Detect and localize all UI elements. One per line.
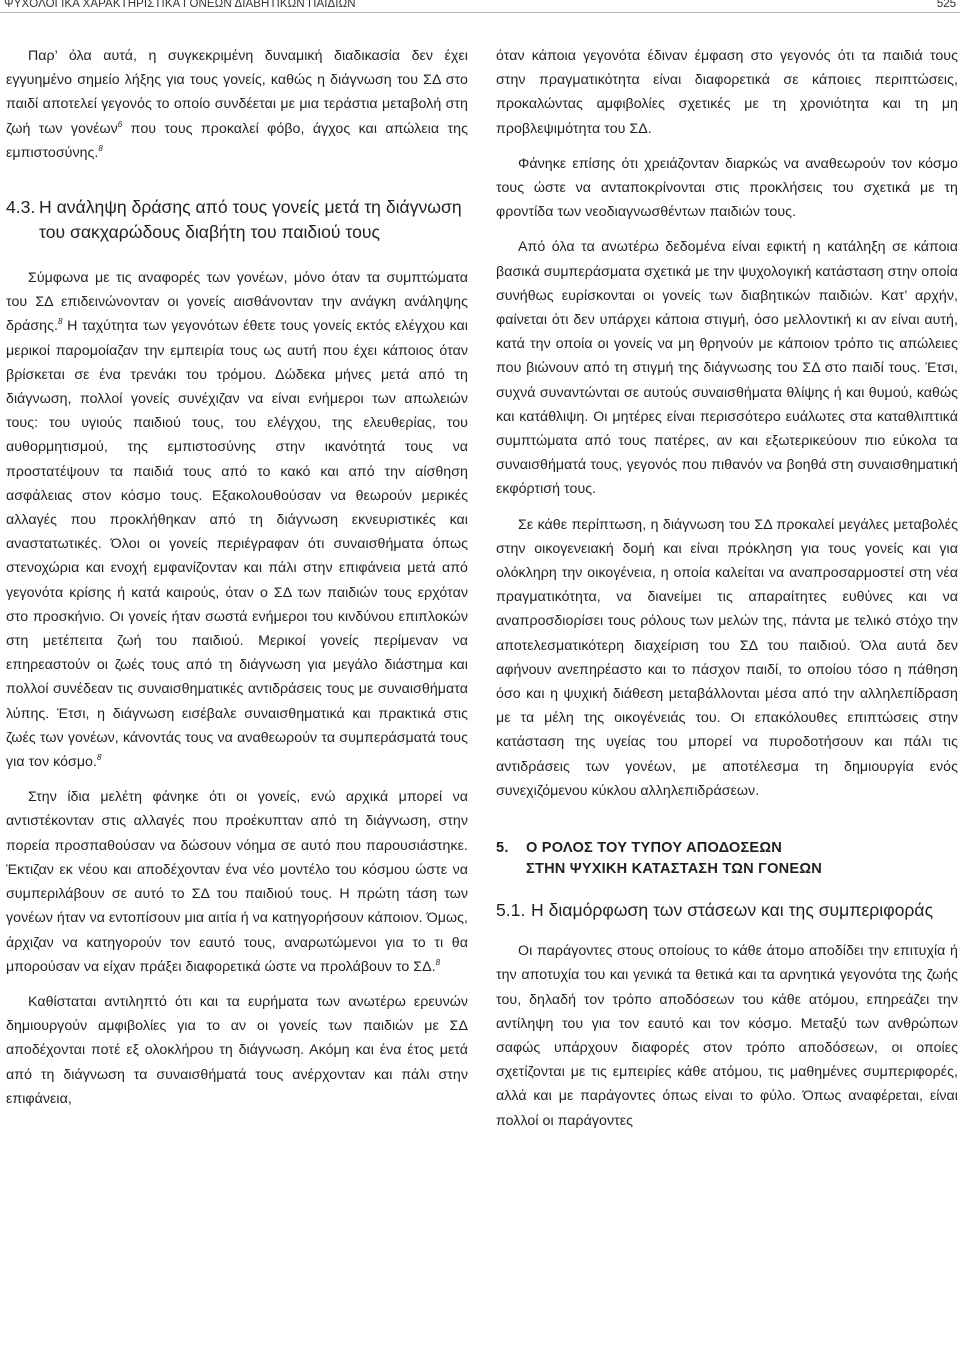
citation: 8: [98, 143, 103, 153]
citation: 8: [435, 957, 441, 967]
text: Παρ’ όλα αυτά, η συγκεκριμένη δυναμική διαδικασία δεν έχει εγγυημένο σημείο λήξης για τους γονείς, καθώς η διάγνωση του ΣΔ στο παιδί αποτελεί γεγονός το οποίο συνδέεται με μια τεράστια μεταβολή στη ζωή των γονέων: [6, 48, 468, 137]
citation: 8: [97, 753, 102, 763]
section-title-line-2: ΣΤΗΝ ΨΥΧΙΚΗ ΚΑΤΑΣΤΑΣΗ ΤΩΝ ΓΟΝΕΩΝ: [526, 861, 822, 878]
paragraph: Σε κάθε περίπτωση, η διάγνωση του ΣΔ προκαλεί μεγάλες μεταβολές στην οικογενειακή δομή και είναι πρόκληση για τους γονείς και για ολόκληρη την οικογένεια, η οποία καλείται να αναπροσαρμοστεί στη νέα πραγματικότητα, να διανείμει τις απαραίτητες ευθύνες και να αναπροσδιορίσει τους ρόλους των μελών της, πάντα με τελικό στόχο την αποτελεσματικότερη διαχείριση του ΣΔ του παιδιού. Όλα αυτά δεν αφήνουν ανεπηρέαστο και το πάσχον παιδί, το οποίου τόσο η πάθηση όσο και η ψυχική διάθεση μεταβάλλονται μέσα από την αλληλεπίδραση με τα μέλη της οικογένειάς του. Οι επακόλουθες επιπτώσεις στην κατάσταση της υγείας του μπορεί να πυροδοτήσουν και πάλι τις αντιδράσεις των γονέων, με αποτέλεσμα τη δημιουργία ενός συνεχιζόμενου κύκλου αλληλεπιδράσεων.: [496, 516, 958, 799]
section-heading-4-3: [6, 195, 468, 244]
section-number: 5.1.: [496, 900, 526, 921]
paragraph: [6, 785, 468, 979]
paragraph: όταν κάποια γεγονότα έδιναν έμφαση στο γεγονός ότι τα παιδιά τους στην πραγματικότητα είναι διαφορετικά σε κάποιες περιπτώσεις, προκαλώντας αμφιβολίες σχετικές με τη χρονιότητα και τη μη προβλεψιμότητα του ΣΔ.: [496, 48, 958, 137]
section-heading-5: [496, 838, 958, 880]
text: Η ταχύτητα των γεγονότων έθετε τους γονείς εκτός ελέγχου και μερικοί παρομοίαζαν την εμπειρία τους ως αυτή που έχει κάποιος όταν βρίσκεται σε ένα τρενάκι του τρόμου. Δώδεκα μήνες μετά από τη διάγνωση, πολλοί γονείς συνέχιζαν να είναι ενήμεροι των απωλειών τους: του υγιούς παιδιού τους, του ελέγχου, της ελευθερίας, του αυθορμητισμού, της εμπιστοσύνης στην ικανότητά τους να προστατέψουν τα παιδιά τους από το κακό και από την αίσθηση ασφάλειας στον κόσμο τους. Εξακολουθούσαν να θεωρούν μερικές αλλαγές που προκλήθηκαν από τη διάγνωση εκνευριστικές και αναστατωτικές. Όλοι οι γονείς περιέγραφαν ότι συναισθήματα όπως στενοχώρια και ενοχή εμφανίζονταν και πάλι στην επιφάνεια μετά από γεγονότα κρίσης ή κατά καιρούς, όταν ο ΣΔ των παιδιών τους ερχόταν στο προσκήνιο. Οι γονείς ήταν σωστά ενήμεροι του κινδύνου επιπλοκών στη μετέπειτα ζωή του παιδιού. Μερικοί γονείς περίμεναν να επηρεαστούν οι ζωές τους από τη διάγνωση για μεγάλο διάστημα και πολλοί συνέδεαν τις συναισθηματικές αντιδράσεις τους με συναισθήματα λύπης. Έτσι, η διάγνωση εισέβαλε συναισθηματικά και πρακτικά στις ζωές των γονέων, κάνοντάς τους να αναθεωρούν τα συμπεράσματά τους για τον κόσμο.: [6, 318, 468, 771]
page-number: 525: [936, 0, 956, 10]
running-title: ΨΥΧΟΛΟΓΙΚΑ ΧΑΡΑΚΤΗΡΙΣΤΙΚΑ ΓΟΝΕΩΝ ΔΙΑΒΗΤΙΚΩΝ ΠΑΙΔΙΩΝ: [4, 0, 356, 10]
citation: 6: [117, 119, 123, 129]
section-number: 4.3.: [6, 197, 36, 218]
left-column: [6, 44, 468, 1111]
text: που τους προκαλεί φόβο, άγχος και απώλεια της εμπιστοσύνης.: [6, 120, 468, 161]
section-heading-5-1: [496, 898, 958, 922]
text: Στην ίδια μελέτη φάνηκε ότι οι γονείς, ενώ αρχικά μπορεί να αντιστέκονταν στις αλλαγές που προέκυπταν από τη διάγνωση, στην πορεία προσπαθούσαν να δώσουν νόημα σε αυτό που παρουσιάστηκε. Έκτιζαν εκ νέου και αποδέχονταν ένα νέο μοντέλο του κόσμου ώστε να συμπεριλάβουν σε αυτό το ΣΔ του παιδιού τους. Η πρώτη τάση των γονέων ήταν να εντοπίσουν μια αιτία ή να κατηγορήσουν κάποιον. Όμως, άρχιζαν να κατηγορούν τον εαυτό τους, αναρωτώμενοι για το τι θα μπορούσαν να είχαν πράξει διαφορετικά ώστε να προλάβουν το ΣΔ.: [6, 789, 469, 975]
paragraph: [6, 44, 468, 165]
citation: 8: [57, 317, 63, 327]
section-number: 5.: [496, 840, 509, 857]
right-column: [496, 44, 958, 1133]
paragraph: Από όλα τα ανωτέρω δεδομένα είναι εφικτή η κατάληξη σε κάποια βασικά συμπεράσματα σχετικά με την ψυχολογική κατάσταση στην οποία συνήθως ευρίσκονται οι γονείς των διαβητικών παιδιών. Κατ’ αρχήν, φαίνεται ότι δεν υπάρχει κάποια στιγμή, όσο μελλοντική κι αν είναι αυτή, κατά την οποία οι γονείς να μη θρηνούν με κάποιον τρόπο τις απώλειες που βιώνουν από τη στιγμή της διάγνωσης του ΣΔ στο παιδί τους. Έτσι, συχνά συναντώνται σε αυτούς συναισθήματα θλίψης ή και θυμού, καθώς και κατάθλιψη. Οι μητέρες είναι περισσότερο ευάλωτες στα καταθλιπτικά συμπτώματα από τους πατέρες, αν και εξωτερικεύουν πιο εύκολα τα συναισθήματά τους, γεγονός που πιθανόν να βοηθά στη συναισθηματική εκφόρτισή τους.: [496, 239, 958, 498]
paragraph: Καθίσταται αντιληπτό ότι και τα ευρήματα των ανωτέρω ερευνών δημιουργούν αμφιβολίες για το αν οι γονείς των παιδιών με ΣΔ αποδέχονται ποτέ εξ ολοκλήρου τη διάγνωση. Ακόμη και ένα έτος μετά από τη διάγνωση τα συναισθήματά τους ανέρχονταν και πάλι στην επιφάνεια,: [6, 993, 468, 1107]
paragraph: Φάνηκε επίσης ότι χρειάζονταν διαρκώς να αναθεωρούν τον κόσμο τους ώστε να ανταποκρίνονται στις προκλήσεις του σχετικά με τη φροντίδα των νεοδιαγνωσθέντων παιδιών τους.: [496, 155, 958, 221]
paragraph: [6, 266, 468, 774]
paragraph: Οι παράγοντες στους οποίους το κάθε άτομο αποδίδει την επιτυχία ή την αποτυχία του και γενικά τα θετικά και τα αρνητικά γεγονότα της ζωής του, δηλαδή τον τρόπο αποδόσεων του κάθε ατόμου, επηρεάζει την αντίληψη του για τον εαυτό και τον κόσμο. Μεταξύ των ανθρώπων σαφώς υπάρχουν διαφορές στον τρόπο αποδόσεων, οι οποίες σχετίζονται με τις εμπειρίες κάθε ατόμου, τις μαθημένες συμπεριφορές, αλλά και με παράγοντες όπως είναι το φύλο. Όπως αναφέρεται, είναι πολλοί οι παράγοντες: [496, 943, 958, 1129]
text: Σύμφωνα με τις αναφορές των γονέων, μόνο όταν τα συμπτώματα του ΣΔ επιδεινώνονταν οι γονείς αισθάνονταν την ανάγκη ανάληψης δράσης.: [6, 270, 468, 335]
section-title: Η διαμόρφωση των στάσεων και της συμπεριφοράς: [531, 900, 934, 921]
running-header: [0, 0, 960, 14]
section-title-line-1: Ο ΡΟΛΟΣ ΤΟΥ ΤΥΠΟΥ ΑΠΟΔΟΣΕΩΝ: [526, 840, 782, 857]
header-rule: [0, 12, 960, 13]
section-title: Η ανάληψη δράσης από τους γονείς μετά τη διάγνωση του σακχαρώδους διαβήτη του παιδιού τους: [39, 197, 462, 242]
